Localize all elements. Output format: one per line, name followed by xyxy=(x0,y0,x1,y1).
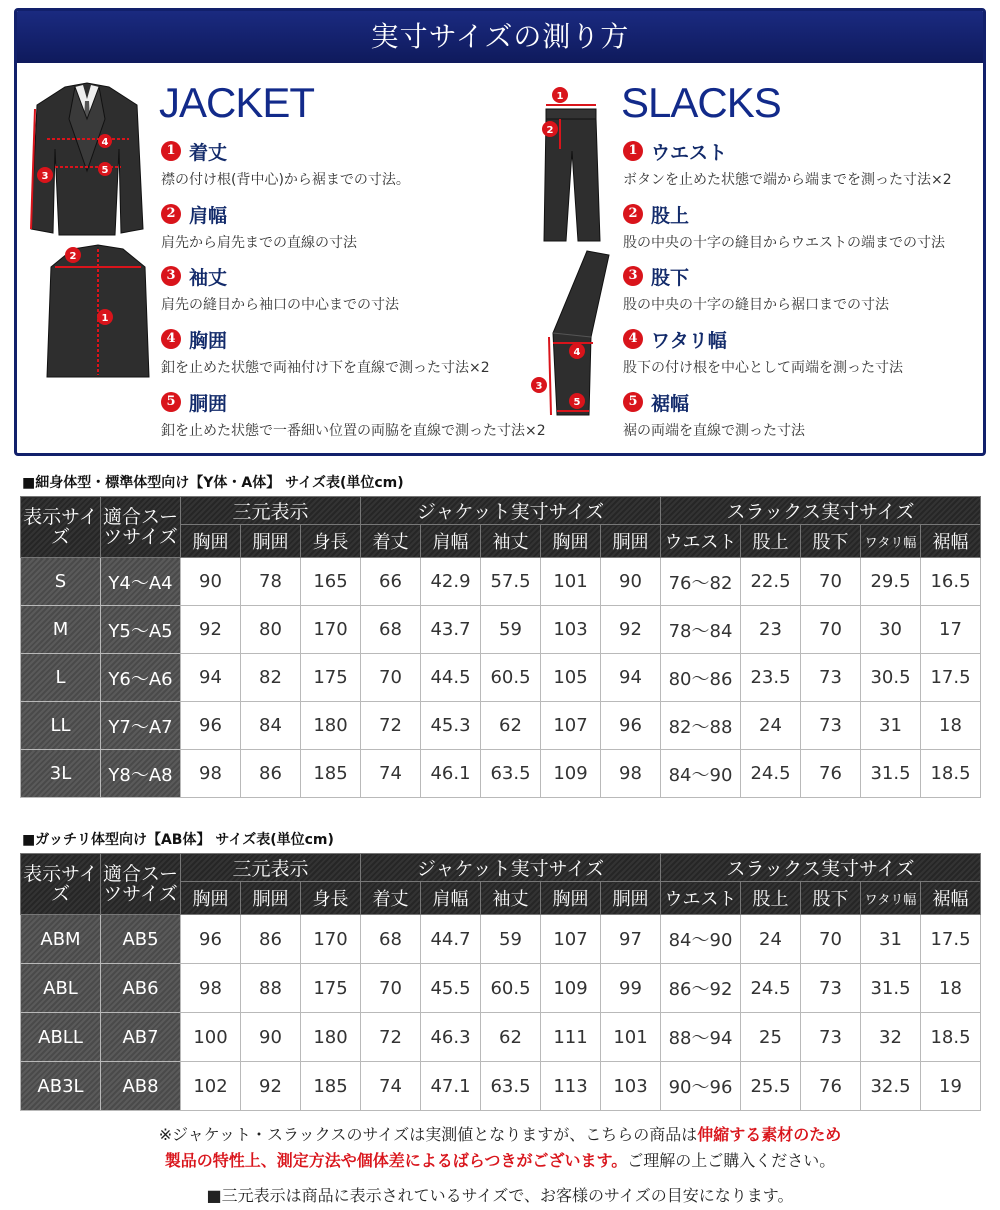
svg-text:1: 1 xyxy=(556,91,564,102)
value-cell: 170 xyxy=(301,606,361,654)
value-cell: 23.5 xyxy=(741,654,801,702)
value-cell: 43.7 xyxy=(421,606,481,654)
svg-text:1: 1 xyxy=(101,313,109,324)
value-cell: 62 xyxy=(481,702,541,750)
size-cell: S xyxy=(21,558,101,606)
col-header: 股下 xyxy=(801,882,861,915)
note-line-2 xyxy=(0,1148,1000,1171)
slacks-item-hem xyxy=(623,390,805,440)
value-cell: 73 xyxy=(801,702,861,750)
suit-size-cell: Y6〜A6 xyxy=(101,654,181,702)
value-cell: 94 xyxy=(601,654,661,702)
group-header: スラックス実寸サイズ xyxy=(661,497,981,525)
number-badge: 2 xyxy=(623,204,643,224)
col-header: 胴囲 xyxy=(601,525,661,558)
group-header: 三元表示 xyxy=(181,497,361,525)
value-cell: 84〜90 xyxy=(661,915,741,964)
value-cell: 24.5 xyxy=(741,750,801,798)
col-header: 胸囲 xyxy=(541,882,601,915)
value-cell: 22.5 xyxy=(741,558,801,606)
value-cell: 17.5 xyxy=(921,915,981,964)
col-header: 袖丈 xyxy=(481,525,541,558)
value-cell: 24 xyxy=(741,915,801,964)
jacket-back-illustration xyxy=(43,241,153,386)
value-cell: 94 xyxy=(181,654,241,702)
value-cell: 60.5 xyxy=(481,654,541,702)
col-header: 胴囲 xyxy=(241,882,301,915)
item-label: 裾幅 xyxy=(651,392,690,415)
value-cell: 88 xyxy=(241,964,301,1013)
value-cell: 180 xyxy=(301,1013,361,1062)
value-cell: 101 xyxy=(541,558,601,606)
value-cell: 24.5 xyxy=(741,964,801,1013)
col-header: 胸囲 xyxy=(181,882,241,915)
value-cell: 47.1 xyxy=(421,1062,481,1111)
value-cell: 92 xyxy=(181,606,241,654)
value-cell: 31.5 xyxy=(861,964,921,1013)
value-cell: 59 xyxy=(481,915,541,964)
table1-caption: ■細身体型・標準体型向け【Y体・A体】 サイズ表(単位cm) xyxy=(22,475,404,491)
size-cell: L xyxy=(21,654,101,702)
item-label: ウエスト xyxy=(651,141,728,164)
item-label: 胸囲 xyxy=(189,329,228,352)
value-cell: 86 xyxy=(241,915,301,964)
value-cell: 32 xyxy=(861,1013,921,1062)
value-cell: 46.1 xyxy=(421,750,481,798)
jacket-item-length xyxy=(161,139,410,189)
value-cell: 80〜86 xyxy=(661,654,741,702)
col-header: 身長 xyxy=(301,882,361,915)
value-cell: 185 xyxy=(301,750,361,798)
value-cell: 18.5 xyxy=(921,750,981,798)
value-cell: 86 xyxy=(241,750,301,798)
number-badge: 5 xyxy=(161,392,181,412)
group-header: 三元表示 xyxy=(181,854,361,882)
col-header: 胴囲 xyxy=(241,525,301,558)
value-cell: 107 xyxy=(541,915,601,964)
value-cell: 76〜82 xyxy=(661,558,741,606)
item-desc: 釦を止めた状態で一番細い位置の両脇を直線で測った寸法×2 xyxy=(161,423,546,439)
note-emphasis: 製品の特性上、測定方法や個体差によるばらつきがございます。 xyxy=(164,1151,628,1170)
value-cell: 90 xyxy=(181,558,241,606)
svg-text:3: 3 xyxy=(535,381,543,392)
col-header: ワタリ幅 xyxy=(861,525,921,558)
slacks-item-waist xyxy=(623,139,952,189)
col-header: ウエスト xyxy=(661,882,741,915)
table2-body xyxy=(21,915,981,1111)
value-cell: 18 xyxy=(921,964,981,1013)
jacket-front-illustration xyxy=(25,79,150,239)
slacks-top-illustration xyxy=(532,85,612,245)
value-cell: 17.5 xyxy=(921,654,981,702)
value-cell: 76 xyxy=(801,1062,861,1111)
item-desc: 釦を止めた状態で両袖付け下を直線で測った寸法×2 xyxy=(161,360,490,376)
value-cell: 31 xyxy=(861,915,921,964)
svg-text:2: 2 xyxy=(69,251,77,262)
table2-caption: ■ガッチリ体型向け【AB体】 サイズ表(単位cm) xyxy=(22,832,334,848)
value-cell: 170 xyxy=(301,915,361,964)
col-header: 股上 xyxy=(741,882,801,915)
value-cell: 63.5 xyxy=(481,1062,541,1111)
value-cell: 88〜94 xyxy=(661,1013,741,1062)
item-desc: 股の中央の十字の縫目からウエストの端までの寸法 xyxy=(623,235,945,251)
suit-size-cell: AB5 xyxy=(101,915,181,964)
value-cell: 109 xyxy=(541,964,601,1013)
table-row xyxy=(21,702,981,750)
col-suit-header: 適合スーツサイズ xyxy=(101,497,181,558)
number-badge: 4 xyxy=(161,329,181,349)
value-cell: 68 xyxy=(361,915,421,964)
value-cell: 180 xyxy=(301,702,361,750)
col-header: 股上 xyxy=(741,525,801,558)
jacket-item-chest xyxy=(161,327,490,377)
table-row xyxy=(21,1013,981,1062)
item-label: 袖丈 xyxy=(189,266,228,289)
col-header: 着丈 xyxy=(361,525,421,558)
svg-text:3: 3 xyxy=(41,171,49,182)
number-badge: 4 xyxy=(623,329,643,349)
value-cell: 109 xyxy=(541,750,601,798)
slacks-item-thigh xyxy=(623,327,903,377)
value-cell: 82 xyxy=(241,654,301,702)
value-cell: 165 xyxy=(301,558,361,606)
col-header: 袖丈 xyxy=(481,882,541,915)
group-header: ジャケット実寸サイズ xyxy=(361,497,661,525)
item-desc: 肩先から肩先までの直線の寸法 xyxy=(161,235,357,251)
number-badge: 3 xyxy=(623,266,643,286)
value-cell: 73 xyxy=(801,654,861,702)
value-cell: 70 xyxy=(801,915,861,964)
col-header: 胴囲 xyxy=(601,882,661,915)
value-cell: 70 xyxy=(801,558,861,606)
value-cell: 44.5 xyxy=(421,654,481,702)
value-cell: 59 xyxy=(481,606,541,654)
value-cell: 23 xyxy=(741,606,801,654)
value-cell: 102 xyxy=(181,1062,241,1111)
number-badge: 5 xyxy=(623,392,643,412)
col-suit-header: 適合スーツサイズ xyxy=(101,854,181,915)
value-cell: 82〜88 xyxy=(661,702,741,750)
value-cell: 86〜92 xyxy=(661,964,741,1013)
guide-title: 実寸サイズの測り方 xyxy=(17,11,983,63)
value-cell: 97 xyxy=(601,915,661,964)
note-text: ※ジャケット・スラックスのサイズは実測値となりますが、こちらの商品は xyxy=(158,1125,698,1144)
value-cell: 185 xyxy=(301,1062,361,1111)
value-cell: 60.5 xyxy=(481,964,541,1013)
value-cell: 80 xyxy=(241,606,301,654)
value-cell: 96 xyxy=(601,702,661,750)
table-row xyxy=(21,654,981,702)
jacket-item-sleeve xyxy=(161,264,399,314)
slacks-item-rise xyxy=(623,202,945,252)
number-badge: 1 xyxy=(623,141,643,161)
value-cell: 100 xyxy=(181,1013,241,1062)
table-row xyxy=(21,606,981,654)
value-cell: 84 xyxy=(241,702,301,750)
value-cell: 74 xyxy=(361,1062,421,1111)
item-desc: 股下の付け根を中心として両端を測った寸法 xyxy=(623,360,903,376)
size-cell: AB3L xyxy=(21,1062,101,1111)
svg-text:4: 4 xyxy=(573,347,581,358)
table1-body xyxy=(21,558,981,798)
item-desc: 襟の付け根(背中心)から裾までの寸法。 xyxy=(161,172,410,188)
col-header: ワタリ幅 xyxy=(861,882,921,915)
slacks-title: SLACKS xyxy=(621,79,781,126)
item-label: 肩幅 xyxy=(189,204,228,227)
col-header: 肩幅 xyxy=(421,882,481,915)
value-cell: 74 xyxy=(361,750,421,798)
value-cell: 45.3 xyxy=(421,702,481,750)
value-cell: 57.5 xyxy=(481,558,541,606)
suit-size-cell: AB7 xyxy=(101,1013,181,1062)
item-label: ワタリ幅 xyxy=(651,329,727,352)
value-cell: 30.5 xyxy=(861,654,921,702)
value-cell: 17 xyxy=(921,606,981,654)
item-label: 胴囲 xyxy=(189,392,228,415)
value-cell: 99 xyxy=(601,964,661,1013)
size-table-ab xyxy=(20,853,981,1111)
value-cell: 90 xyxy=(601,558,661,606)
note-emphasis: 伸縮する素材のため xyxy=(697,1125,842,1144)
slacks-item-inseam xyxy=(623,264,889,314)
value-cell: 70 xyxy=(361,964,421,1013)
suit-size-cell: Y8〜A8 xyxy=(101,750,181,798)
number-badge: 3 xyxy=(161,266,181,286)
value-cell: 111 xyxy=(541,1013,601,1062)
value-cell: 78 xyxy=(241,558,301,606)
number-badge: 1 xyxy=(161,141,181,161)
size-cell: ABM xyxy=(21,915,101,964)
value-cell: 25.5 xyxy=(741,1062,801,1111)
value-cell: 96 xyxy=(181,702,241,750)
value-cell: 63.5 xyxy=(481,750,541,798)
note-line-1 xyxy=(0,1122,1000,1145)
value-cell: 175 xyxy=(301,964,361,1013)
col-header: 股下 xyxy=(801,525,861,558)
jacket-item-shoulder xyxy=(161,202,357,252)
col-header: 肩幅 xyxy=(421,525,481,558)
item-label: 着丈 xyxy=(189,141,228,164)
value-cell: 84〜90 xyxy=(661,750,741,798)
value-cell: 45.5 xyxy=(421,964,481,1013)
value-cell: 73 xyxy=(801,1013,861,1062)
suit-size-cell: Y4〜A4 xyxy=(101,558,181,606)
svg-text:5: 5 xyxy=(573,397,581,408)
value-cell: 78〜84 xyxy=(661,606,741,654)
item-desc: ボタンを止めた状態で端から端までを測った寸法×2 xyxy=(623,172,952,188)
col-size-header: 表示サイズ xyxy=(21,854,101,915)
value-cell: 68 xyxy=(361,606,421,654)
svg-text:2: 2 xyxy=(546,125,554,136)
value-cell: 72 xyxy=(361,702,421,750)
value-cell: 31.5 xyxy=(861,750,921,798)
value-cell: 62 xyxy=(481,1013,541,1062)
value-cell: 103 xyxy=(541,606,601,654)
table-row xyxy=(21,915,981,964)
jacket-item-waist xyxy=(161,390,546,440)
value-cell: 73 xyxy=(801,964,861,1013)
col-header: 着丈 xyxy=(361,882,421,915)
note-text: ご理解の上ご購入ください。 xyxy=(627,1151,836,1170)
value-cell: 90〜96 xyxy=(661,1062,741,1111)
value-cell: 70 xyxy=(801,606,861,654)
table-row xyxy=(21,964,981,1013)
value-cell: 105 xyxy=(541,654,601,702)
value-cell: 92 xyxy=(601,606,661,654)
size-cell: LL xyxy=(21,702,101,750)
value-cell: 24 xyxy=(741,702,801,750)
value-cell: 113 xyxy=(541,1062,601,1111)
value-cell: 98 xyxy=(601,750,661,798)
value-cell: 76 xyxy=(801,750,861,798)
jacket-title: JACKET xyxy=(159,79,315,126)
size-table-standard xyxy=(20,496,981,798)
note-line-3 xyxy=(0,1183,1000,1206)
suit-size-cell: AB6 xyxy=(101,964,181,1013)
value-cell: 96 xyxy=(181,915,241,964)
item-desc: 肩先の縫目から袖口の中心までの寸法 xyxy=(161,297,399,313)
col-header: 胸囲 xyxy=(541,525,601,558)
value-cell: 18 xyxy=(921,702,981,750)
value-cell: 66 xyxy=(361,558,421,606)
value-cell: 98 xyxy=(181,750,241,798)
size-cell: ABL xyxy=(21,964,101,1013)
suit-size-cell: Y7〜A7 xyxy=(101,702,181,750)
col-size-header: 表示サイズ xyxy=(21,497,101,558)
value-cell: 175 xyxy=(301,654,361,702)
value-cell: 72 xyxy=(361,1013,421,1062)
value-cell: 30 xyxy=(861,606,921,654)
suit-size-cell: AB8 xyxy=(101,1062,181,1111)
item-label: 股上 xyxy=(651,204,690,227)
number-badge: 2 xyxy=(161,204,181,224)
value-cell: 70 xyxy=(361,654,421,702)
item-label: 股下 xyxy=(651,266,690,289)
value-cell: 44.7 xyxy=(421,915,481,964)
value-cell: 42.9 xyxy=(421,558,481,606)
group-header: スラックス実寸サイズ xyxy=(661,854,981,882)
size-cell: ABLL xyxy=(21,1013,101,1062)
svg-text:4: 4 xyxy=(101,137,109,148)
value-cell: 98 xyxy=(181,964,241,1013)
item-desc: 股の中央の十字の縫目から裾口までの寸法 xyxy=(623,297,889,313)
value-cell: 46.3 xyxy=(421,1013,481,1062)
slacks-bottom-illustration xyxy=(517,247,617,427)
value-cell: 90 xyxy=(241,1013,301,1062)
size-cell: M xyxy=(21,606,101,654)
note-text: ■三元表示は商品に表示されているサイズで、お客様のサイズの目安になります。 xyxy=(206,1186,794,1205)
value-cell: 19 xyxy=(921,1062,981,1111)
col-header: 裾幅 xyxy=(921,882,981,915)
group-header: ジャケット実寸サイズ xyxy=(361,854,661,882)
col-header: 身長 xyxy=(301,525,361,558)
table-row xyxy=(21,750,981,798)
value-cell: 101 xyxy=(601,1013,661,1062)
value-cell: 16.5 xyxy=(921,558,981,606)
size-cell: 3L xyxy=(21,750,101,798)
value-cell: 18.5 xyxy=(921,1013,981,1062)
value-cell: 103 xyxy=(601,1062,661,1111)
col-header: ウエスト xyxy=(661,525,741,558)
value-cell: 25 xyxy=(741,1013,801,1062)
svg-text:5: 5 xyxy=(101,165,109,176)
value-cell: 29.5 xyxy=(861,558,921,606)
value-cell: 31 xyxy=(861,702,921,750)
value-cell: 107 xyxy=(541,702,601,750)
table-row xyxy=(21,1062,981,1111)
value-cell: 32.5 xyxy=(861,1062,921,1111)
value-cell: 92 xyxy=(241,1062,301,1111)
col-header: 裾幅 xyxy=(921,525,981,558)
table-row xyxy=(21,558,981,606)
col-header: 胸囲 xyxy=(181,525,241,558)
measurement-guide xyxy=(14,8,986,456)
suit-size-cell: Y5〜A5 xyxy=(101,606,181,654)
item-desc: 裾の両端を直線で測った寸法 xyxy=(623,423,805,439)
